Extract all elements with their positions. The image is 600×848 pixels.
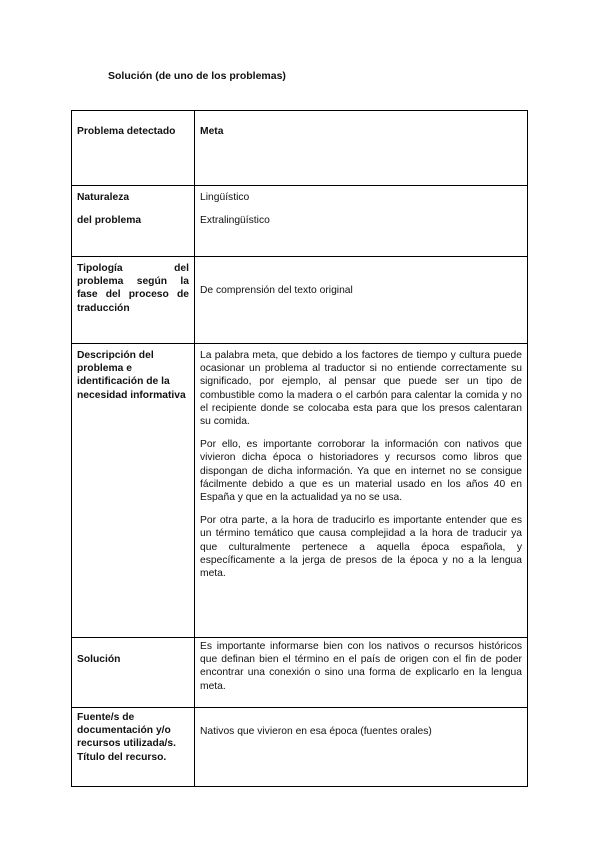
nature-label-line1: Naturaleza bbox=[77, 192, 130, 203]
table-row-sources bbox=[72, 708, 528, 787]
typology-label: Tipología del problema según la fase del proceso de traducción bbox=[72, 257, 195, 344]
description-paragraph-2: Por ello, es importante corroborar la información con nativos que vivieron dicha época o historiadores y recursos como libros que dispongan de dicha información. Ya que en internet no se consigue fácilmente debido a que es un material usado en los años 40 en España y que en la actualidad ya no se usa. bbox=[200, 439, 522, 504]
table-row-description bbox=[72, 344, 528, 638]
description-value bbox=[195, 344, 528, 638]
problem-value-text: Meta bbox=[200, 126, 224, 137]
table-row-problem bbox=[72, 111, 528, 186]
problem-solution-table bbox=[71, 110, 528, 787]
page-title: Solución (de uno de los problemas) bbox=[108, 70, 286, 82]
table-row-typology bbox=[72, 257, 528, 344]
description-label: Descripción del problema e identificación de la necesidad informativa bbox=[72, 344, 195, 638]
sources-value-text: Nativos que vivieron en esa época (fuentes orales) bbox=[200, 726, 432, 737]
sources-label: Fuente/s de documentación y/o recursos utilizada/s. Título del recurso. bbox=[72, 708, 195, 787]
typology-value-text: De comprensión del texto original bbox=[200, 285, 353, 296]
solution-label-text: Solución bbox=[77, 654, 121, 665]
sources-value bbox=[195, 708, 528, 787]
nature-value-line1: Lingüístico bbox=[200, 192, 250, 203]
nature-label bbox=[72, 186, 195, 257]
table-row-solution bbox=[72, 638, 528, 708]
nature-label-line2: del problema bbox=[77, 215, 142, 227]
problem-value bbox=[195, 111, 528, 186]
nature-value-line2: Extralingüístico bbox=[200, 215, 270, 227]
solution-value-text: Es importante informarse bien con los nativos o recursos históricos que definan bien el término en el país de origen con el fin de poder encontrar una conexión o sino una forma de explicarlo en la lengua meta. bbox=[200, 641, 522, 692]
solution-label bbox=[72, 638, 195, 708]
problem-label: Problema detectado bbox=[72, 111, 195, 186]
typology-value bbox=[195, 257, 528, 344]
description-paragraph-1: La palabra meta, que debido a los factores de tiempo y cultura puede ocasionar un problema al traductor si no entiende correctamente su significado, por ejemplo, al pensar que puede ser un tipo de combustible como la madera o el carbón para calentar la comida y no el recipiente donde se colocaba esta para que los presos calentaran su comida. bbox=[200, 350, 522, 428]
description-paragraph-3: Por otra parte, a la hora de traducirlo es importante entender que es un término temático que causa complejidad a la hora de traducir ya que culturalmente pertenece a aquella época española, y específicamente a la jerga de presos de la época y no a la lengua meta. bbox=[200, 515, 522, 580]
nature-value bbox=[195, 186, 528, 257]
table-row-nature bbox=[72, 186, 528, 257]
solution-value bbox=[195, 638, 528, 708]
